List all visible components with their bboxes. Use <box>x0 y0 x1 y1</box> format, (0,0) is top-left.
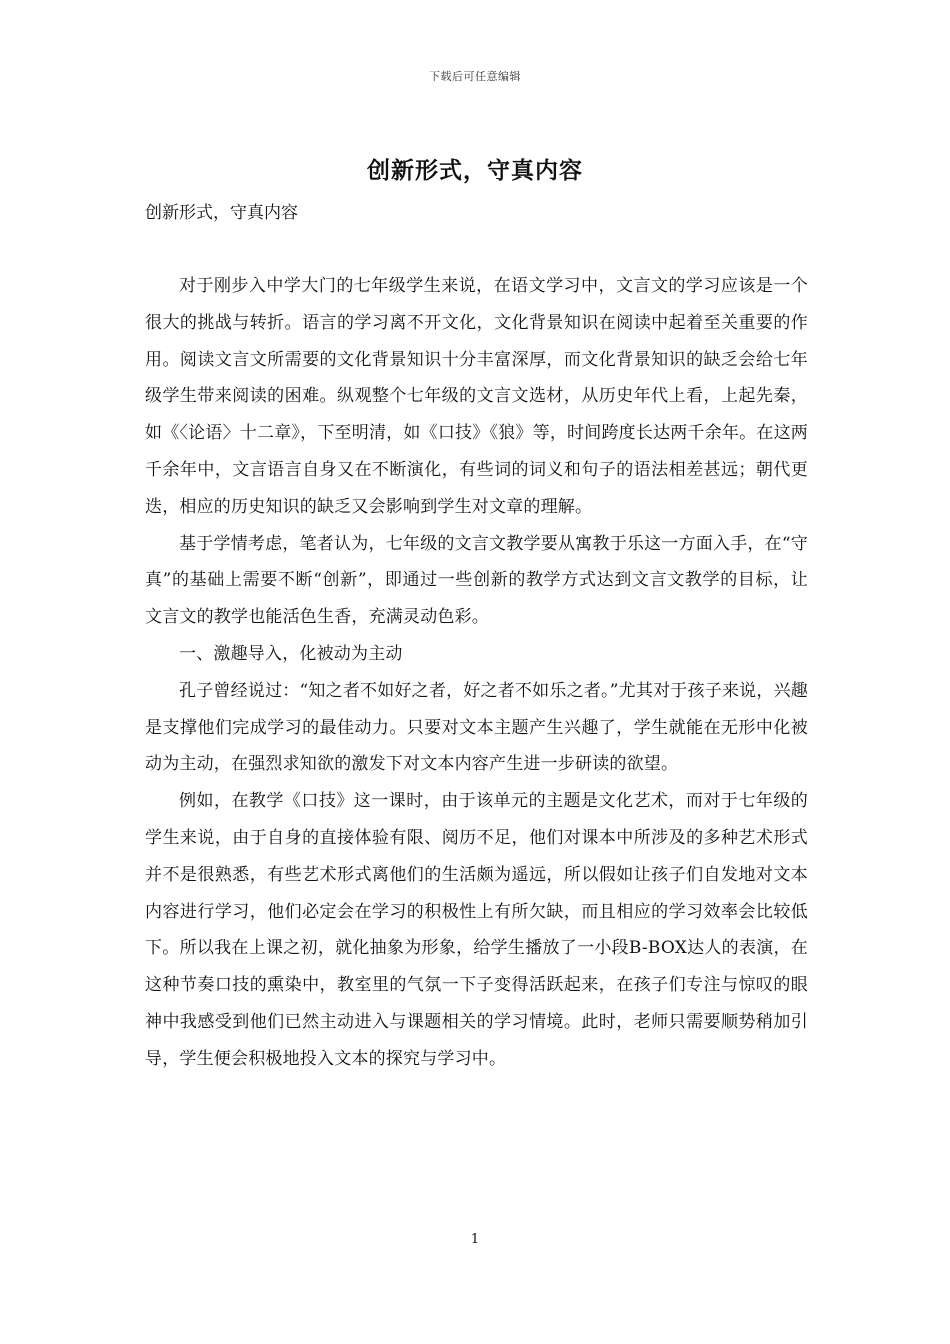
document-body <box>145 268 808 1078</box>
paragraph-confucius-quote: 孔子曾经说过：“知之者不如好之者，好之者不如乐之者。”尤其对于孩子来说，兴趣是支撑他们完成学习的最佳动力。只要对文本主题产生兴趣了，学生就能在无形中化被动为主动，在强烈求知欲的激发下对文本内容产生进一步研读的欲望。 <box>145 680 808 775</box>
header-note: 下载后可任意编辑 <box>429 70 521 83</box>
paragraph-intro: 对于刚步入中学大门的七年级学生来说，在语文学习中，文言文的学习应该是一个很大的挑战与转折。语言的学习离不开文化，文化背景知识在阅读中起着至关重要的作用。阅读文言文所需要的文化背景知识十分丰富深厚，而文化背景知识的缺乏会给七年级学生带来阅读的困难。纵观整个七年级的文言文选材，从历史年代上看，上起先秦，如《〈论语〉十二章》，下至明清，如《口技》《狼》等，时间跨度长达两千余年。在这两千余年中，文言语言自身又在不断演化，有些词的词义和句子的语法相差甚远；朝代更迭，相应的历史知识的缺乏又会影响到学生对文章的理解。 <box>145 276 808 517</box>
document-subtitle: 创新形式，守真内容 <box>145 203 298 223</box>
paragraph-example: 例如，在教学《口技》这一课时，由于该单元的主题是文化艺术，而对于七年级的学生来说，由于自身的直接体验有限、阅历不足，他们对课本中所涉及的多种艺术形式并不是很熟悉，有些艺术形式离他们的生活颇为遥远，所以假如让孩子们自发地对文本内容进行学习，他们必定会在学习的积极性上有所欠缺，而且相应的学习效率会比较低下。所以我在上课之初，就化抽象为形象，给学生播放了一小段B-BOX达人的表演，在这种节奏口技的熏染中，教室里的气氛一下子变得活跃起来，在孩子们专注与惊叹的眼神中我感受到他们已然主动进入与课题相关的学习情境。此时，老师只需要顺势稍加引导，学生便会积极地投入文本的探究与学习中。 <box>145 791 808 1069</box>
paragraph-approach: 基于学情考虑，笔者认为，七年级的文言文教学要从寓教于乐这一方面入手，在“守真”的基础上需要不断“创新”，即通过一些创新的教学方式达到文言文教学的目标，让文言文的教学也能活色生香，充满灵动色彩。 <box>145 533 808 628</box>
document-title: 创新形式，守真内容 <box>367 157 583 184</box>
section-heading: 一、激趣导入，化被动为主动 <box>179 643 403 664</box>
page-number: 1 <box>470 1232 480 1247</box>
